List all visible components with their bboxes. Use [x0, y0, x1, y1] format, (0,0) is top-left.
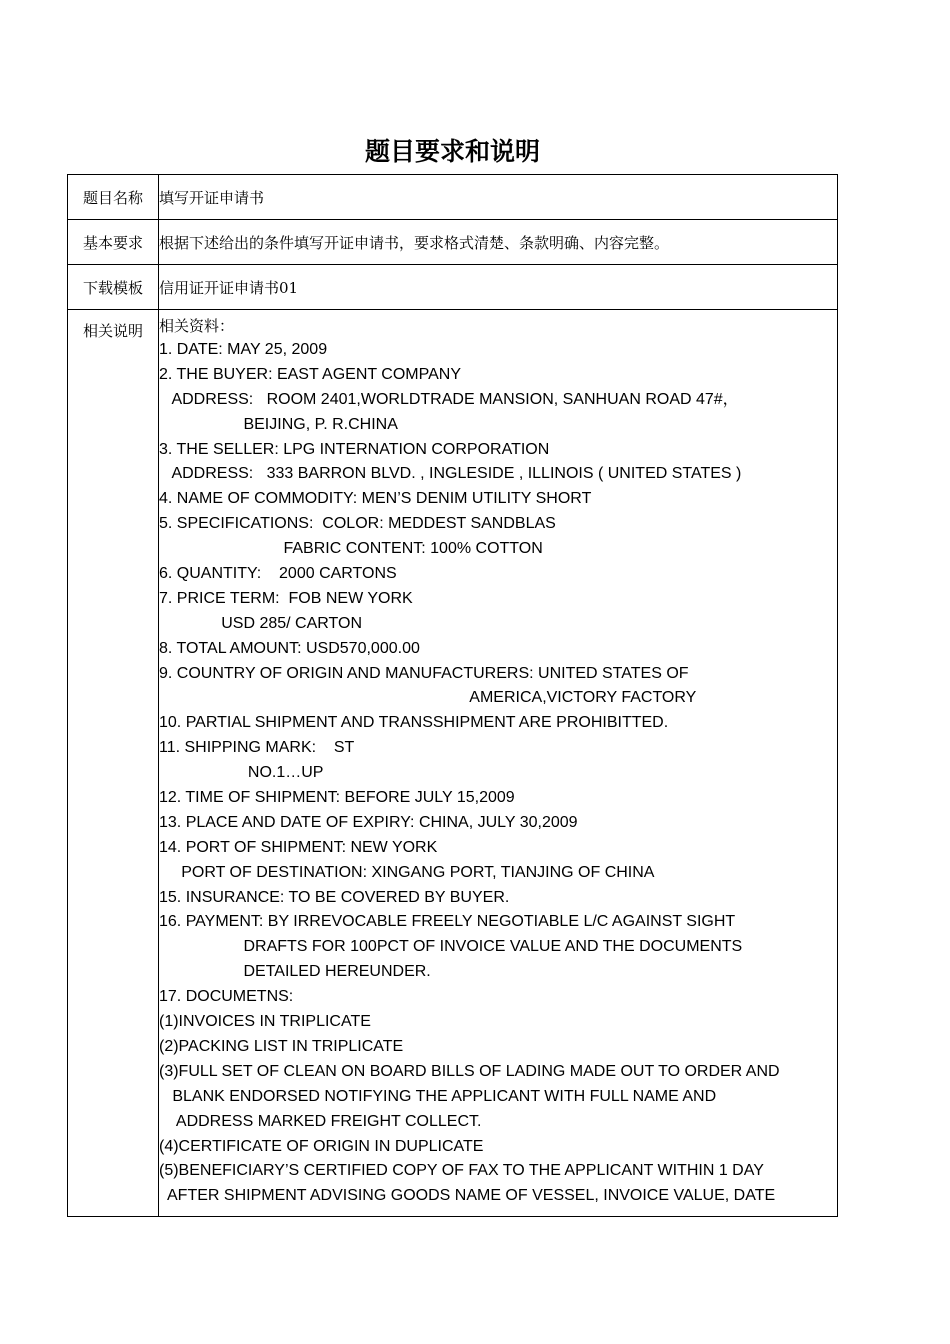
row-label-basic-requirements: 基本要求 — [68, 220, 159, 265]
table-row — [68, 310, 838, 1217]
detail-line: DETAILED HEREUNDER. — [159, 963, 431, 981]
detail-line: PORT OF DESTINATION: XINGANG PORT, TIANJING OF CHINA — [159, 863, 655, 881]
detail-line: 8. TOTAL AMOUNT: USD570,000.00 — [159, 639, 420, 657]
detail-line: DRAFTS FOR 100PCT OF INVOICE VALUE AND THE DOCUMENTS — [159, 938, 743, 956]
detail-line: AMERICA,VICTORY FACTORY — [159, 689, 697, 707]
row-label-download-template: 下载模板 — [68, 265, 159, 310]
detail-line: USD 285/ CARTON — [159, 614, 363, 632]
detail-line: AFTER SHIPMENT ADVISING GOODS NAME OF VESSEL, INVOICE VALUE, DATE — [159, 1187, 776, 1205]
details-intro: 相关资料： — [159, 317, 235, 335]
detail-line: (5)BENEFICIARY’S CERTIFIED COPY OF FAX TO THE APPLICANT WITHIN 1 DAY — [159, 1162, 764, 1180]
details-block — [159, 310, 837, 1209]
requirements-table — [67, 174, 838, 1217]
detail-line: 12. TIME OF SHIPMENT: BEFORE JULY 15,2009 — [159, 789, 515, 807]
detail-line: (1)INVOICES IN TRIPLICATE — [159, 1013, 371, 1031]
detail-line: BLANK ENDORSED NOTIFYING THE APPLICANT WITH FULL NAME AND — [159, 1087, 717, 1105]
detail-line: 16. PAYMENT: BY IRREVOCABLE FREELY NEGOTIABLE L/C AGAINST SIGHT — [159, 913, 736, 931]
detail-line: 13. PLACE AND DATE OF EXPIRY: CHINA, JULY 30,2009 — [159, 813, 578, 831]
table-row — [68, 265, 838, 310]
detail-line: 15. INSURANCE: TO BE COVERED BY BUYER. — [159, 888, 510, 906]
detail-line: (2)PACKING LIST IN TRIPLICATE — [159, 1037, 404, 1055]
table-row — [68, 175, 838, 220]
detail-line: 2. THE BUYER: EAST AGENT COMPANY — [159, 365, 462, 383]
detail-line: 17. DOCUMETNS: — [159, 988, 294, 1006]
detail-line: (4)CERTIFICATE OF ORIGIN IN DUPLICATE — [159, 1137, 484, 1155]
row-value-download-template: 信用证开证申请书01 — [159, 265, 838, 310]
detail-line: (3)FULL SET OF CLEAN ON BOARD BILLS OF LADING MADE OUT TO ORDER AND — [159, 1062, 780, 1080]
detail-line: 6. QUANTITY: 2000 CARTONS — [159, 565, 397, 583]
detail-line: 5. SPECIFICATIONS: COLOR: MEDDEST SANDBLAS — [159, 515, 556, 533]
detail-line: 14. PORT OF SHIPMENT: NEW YORK — [159, 838, 438, 856]
detail-line: 9. COUNTRY OF ORIGIN AND MANUFACTURERS: UNITED STATES OF — [159, 664, 689, 682]
detail-line: ADDRESS: ROOM 2401,WORLDTRADE MANSION, SANHUAN ROAD 47#， — [159, 390, 739, 408]
detail-line: 3. THE SELLER: LPG INTERNATION CORPORATION — [159, 440, 550, 458]
detail-line: 4. NAME OF COMMODITY: MEN’S DENIM UTILITY SHORT — [159, 490, 592, 508]
detail-line: 1. DATE: MAY 25, 2009 — [159, 341, 328, 358]
detail-line: FABRIC CONTENT: 100% COTTON — [159, 540, 543, 558]
table-row — [68, 220, 838, 265]
row-label-related-notes: 相关说明 — [68, 310, 159, 1217]
detail-line: ADDRESS: 333 BARRON BLVD. , INGLESIDE , ILLINOIS ( UNITED STATES ) — [159, 465, 742, 483]
detail-line: 10. PARTIAL SHIPMENT AND TRANSSHIPMENT ARE PROHIBITTED. — [159, 714, 669, 732]
page-title: 题目要求和说明 — [364, 137, 540, 166]
detail-line: BEIJING, P. R.CHINA — [159, 415, 398, 433]
row-value-related-notes — [159, 310, 838, 1217]
row-value-basic-requirements: 根据下述给出的条件填写开证申请书，要求格式清楚、条款明确、内容完整。 — [159, 220, 838, 265]
row-value-topic-name: 填写开证申请书 — [159, 175, 838, 220]
detail-line: 11. SHIPPING MARK: ST — [159, 739, 355, 757]
detail-line: NO.1…UP — [159, 764, 324, 782]
row-label-topic-name: 题目名称 — [68, 175, 159, 220]
detail-line: ADDRESS MARKED FREIGHT COLLECT. — [159, 1112, 482, 1130]
detail-line: 7. PRICE TERM: FOB NEW YORK — [159, 589, 413, 607]
